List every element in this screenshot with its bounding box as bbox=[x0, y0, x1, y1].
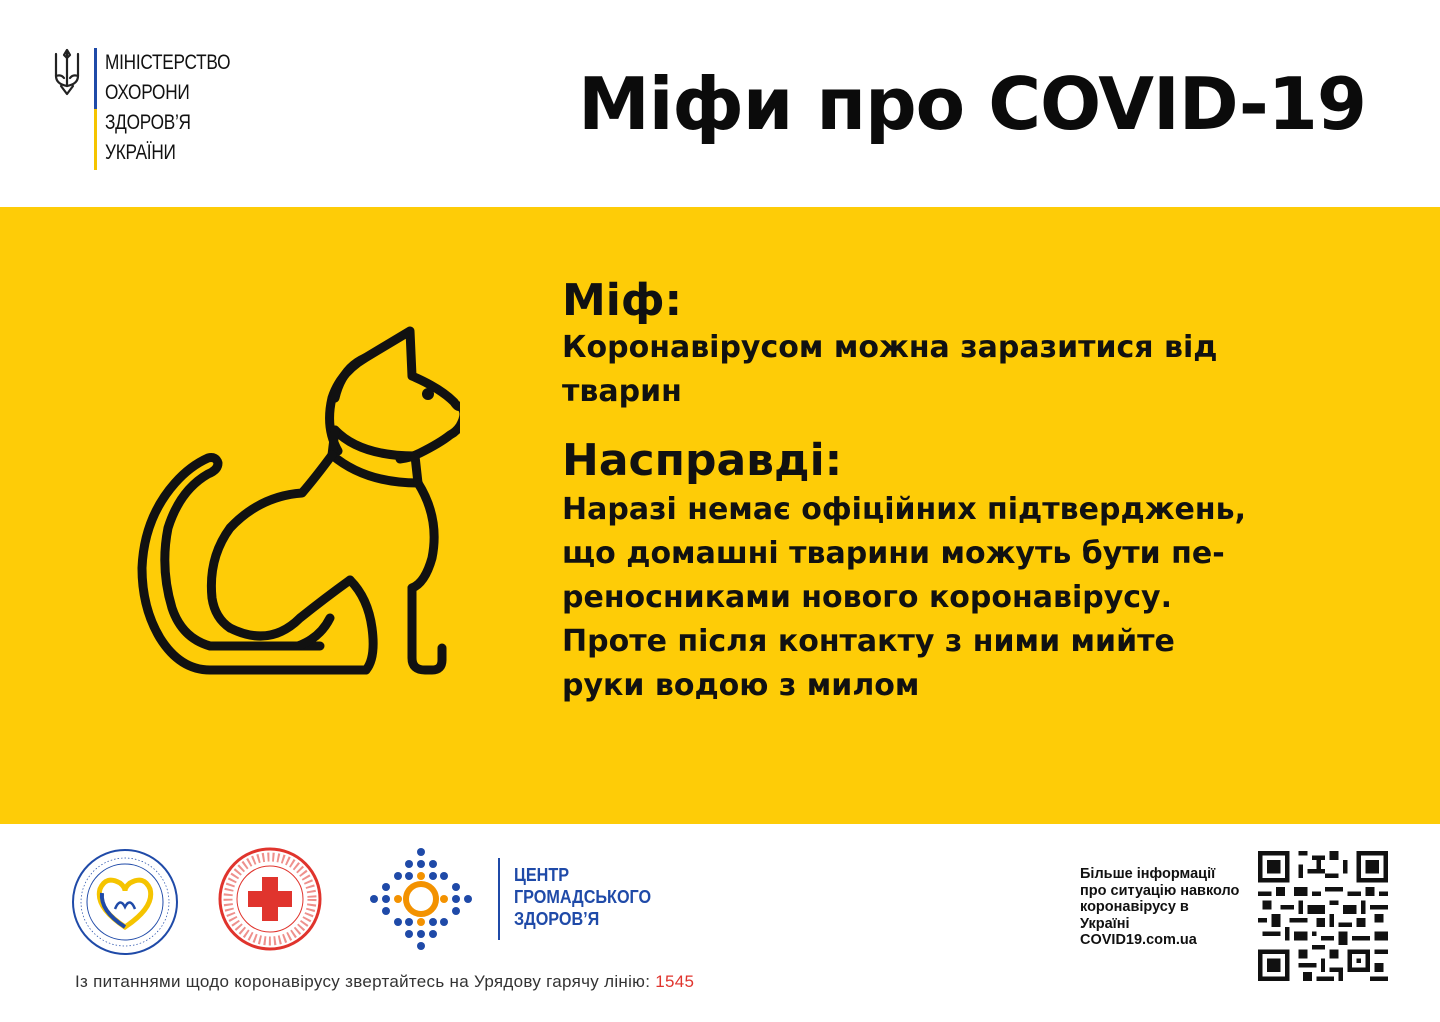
myth-heading: Міф: bbox=[562, 275, 683, 326]
ministry-divider bbox=[94, 48, 97, 170]
hotline-note bbox=[75, 972, 694, 992]
fact-heading: Насправді: bbox=[562, 435, 843, 486]
more-info bbox=[1080, 866, 1240, 949]
header bbox=[0, 0, 1440, 207]
phc-divider bbox=[498, 858, 500, 940]
volunteer-heart-logo bbox=[70, 847, 180, 957]
trident-emblem-icon bbox=[50, 48, 84, 98]
myth-content bbox=[562, 274, 1362, 708]
ministry-line: УКРАЇНИ bbox=[105, 141, 176, 164]
ministry-line: МІНІСТЕРСТВО bbox=[105, 51, 231, 74]
phc-name bbox=[514, 864, 666, 930]
cat-icon bbox=[120, 318, 460, 688]
hotline-number: 1545 bbox=[655, 972, 695, 991]
page-title: Міфи про COVID-19 bbox=[578, 62, 1366, 146]
fact-text: Наразі немає офіційних підтверджень, що домашні тварини можуть бути пе- реносниками нового коронавірусу. Проте після контакту з ними мийте руки водою з милом bbox=[562, 492, 1246, 703]
ministry-logo bbox=[50, 48, 258, 170]
ministry-line: ОХОРОНИ bbox=[105, 81, 190, 104]
phc-line: ГРОМАДСЬКОГО bbox=[514, 887, 652, 907]
myth-text: Коронавірусом можна заразитися від тварин bbox=[562, 330, 1218, 409]
phc-line: ЗДОРОВ’Я bbox=[514, 909, 600, 929]
ministry-name bbox=[105, 48, 258, 170]
more-info-text: Більше інформації про ситуацію навколо коронавірусу в Україні bbox=[1080, 866, 1240, 932]
website-link[interactable]: COVID19.com.ua bbox=[1080, 932, 1197, 948]
cat-eye bbox=[422, 388, 434, 400]
phc-dots-logo bbox=[368, 846, 474, 952]
qr-code-icon[interactable] bbox=[1258, 851, 1388, 981]
hotline-text: Із питаннями щодо коронавірусу звертайтесь на Урядову гарячу лінію: bbox=[75, 972, 651, 991]
ministry-line: ЗДОРОВ’Я bbox=[105, 111, 191, 134]
red-cross-logo bbox=[218, 847, 322, 951]
phc-line: ЦЕНТР bbox=[514, 865, 570, 885]
